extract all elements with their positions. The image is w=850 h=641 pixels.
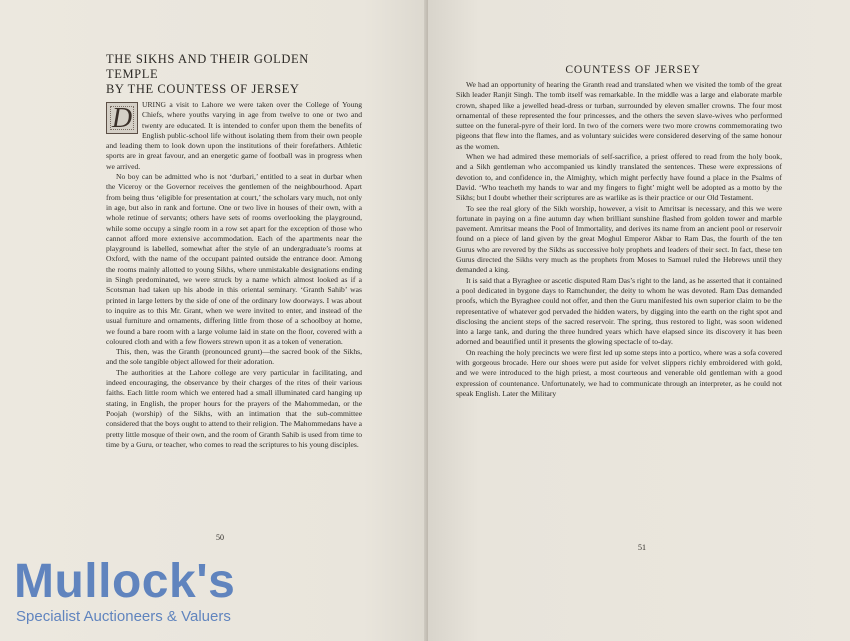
- watermark-logo-name: Mullock's: [14, 555, 236, 608]
- ornamental-dropcap-icon: D: [106, 102, 138, 134]
- article-title-line-2: TEMPLE: [106, 67, 159, 81]
- paragraph: On reaching the holy precincts we were first led up some steps into a portico, where was a sofa covered with gorgeous brocade. Here our shoes were put aside for velvet slippers richly embroidered with gold, and we were introduced to the high priest, a most courteous and venerable old gentleman with a good expression of countenance. Unfortunately, we had to communicate through an interpreter, as he could not speak English. Later the Military: [456, 347, 782, 398]
- watermark-tagline: Specialist Auctioneers & Valuers: [16, 608, 231, 625]
- paragraph: D URING a visit to Lahore we were taken over the College of Young Chiefs, where youths varying in age from twelve to one or two and twenty are educated. It is intended to confer upon them the benefits of English public-school life without isolating them from their own people and leading them to look down upon the institutions of their forefathers. Athletic sports are in great favour, and an energetic game of football was in progress when we arrived.: [106, 100, 362, 171]
- paragraph: To see the real glory of the Sikh worship, however, a visit to Amritsar is necessary, and this we were fortunate in paying on a fine autumn day when brilliant sunshine flashed from golden tower and marble pavement. Amritsar means the Pool of Immortality, and derives its name from an ancient pool or reservoir found on a piece of land given by the great Moghul Emperor Akbar to Ram Das, the fourth of the ten Gurus who are revered by the Sikhs as successive holy prophets and leaders of their sect. In fact, these ten Gurus directed the Sikhs very much as the prophets from Moses to Samuel ruled the Hebrews until they demanded a king.: [456, 203, 782, 275]
- paragraph: The authorities at the Lahore college are very particular in facilitating, and indeed encouraging, the observance by their charges of the rites of their various faiths. Each little room which we entered had a small illuminated card hanging up stating, in English, the proper hours for the prayers of the Mahommedan, or the Poojah (worship) of the Sikhs, with an intimation that the sub-committee considered that the boys ought to attend to their religion. The Mahommedans have a pretty little mosque of their own, and the room of Granth Sahib is used from time to time by a Guru, or teacher, who comes to read the scriptures to his young disciples.: [106, 367, 362, 449]
- paragraph: This, then, was the Granth (pronounced grunt)—the sacred book of the Sikhs, and the sole tangible object allowed for their adoration.: [106, 347, 362, 367]
- running-head: COUNTESS OF JERSEY: [565, 64, 701, 76]
- paragraph: No boy can be admitted who is not ‘durbari,’ entitled to a seat in durbar when the Viceroy or the Governor receives the gentlemen of the neighbourhood. Apart from being thus ‘eligible for presentation at court,’ the scholars vary much, not only in age, but also in rank and fortune. One or two live in houses of their own, with a whole retinue of servants; others have sets of rooms overlooking the playground, while some occupy a single room in a row set apart for the exception of those who cannot afford more extensive accommodation. Each of the apartments near the playground is labelled, somewhat after the style of an undergraduate’s rooms at Oxford, with the name of the occupant painted outside the entrance door. Among the rooms mainly allotted to young Sikhs, where unmistakable designations ending in Singh predominated, we were struck by a name which almost looked as if a Scotsman had taken up his abode in this oriental seminary. ‘Granth Sahib’ was printed in large letters by the side of one of the ordinary low doorways. I was about to inquire as to this Mr. Grant, when we were invited to enter, and instead of the usual furniture and ornaments, differing little from those of a schoolboy at home, we found a bare room with a large volume laid in state on the floor, covered with a coloured cloth and with a few flowers strewn upon it as a token of veneration.: [106, 172, 362, 346]
- paragraph: When we had admired these memorials of self-sacrifice, a priest offered to read from the holy book, and a Sikh gentleman who accompanied us kindly translated the sentences. These were expressions of devotion to, and confidence in, the Almighty, which might perfectly have found a place in the Psalms of David. ‘Who teacheth my hands to war and my fingers to fight’ might well be adopted as a motto by the Sikhs; but I doubt whether their scriptures are as warlike as is their practice or our Old Testament.: [456, 152, 782, 203]
- article-title-line-1: THE SIKHS AND THEIR GOLDEN: [106, 52, 309, 66]
- paragraph: We had an opportunity of hearing the Granth read and translated when we visited the tomb of the great Sikh leader Ranjit Singh. The tomb itself was remarkable. In the middle was a large and elaborate marble crown, shaped like a jewelled head-dress or turban, surrounded by eleven smaller crowns. The four most ornamental of these represented the four princesses, and the others the seven slave-wives who performed suttee on the funeral-pyre of their lord. In two of the corners were two more crowns commemorating two pigeons that flew into the flames, and as voluntary suicides were considered deserving of the same honour as the women.: [456, 80, 782, 151]
- article-byline: BY THE COUNTESS OF JERSEY: [106, 82, 300, 96]
- paragraph: It is said that a Byraghee or ascetic disputed Ram Das’s right to the land, as he asserted that it contained a pool dedicated in bygone days to Ramchunder, the deity to whom he was devoted. Ram Das demanded proofs, which the Byraghee could not offer, and then the Guru manifested his own superior claim to be the representative of whatever god pervaded the hidden waters, by digging into the earth on the right spot and disclosing the ancient steps of the sacred reservoir. The spring, thus restored to light, was soon widened into a large tank, and during the three hundred years which have elapsed since its discovery it has been adorned and beautified until it presents the glowing spectacle of to-day.: [456, 275, 782, 347]
- auction-house-watermark: [14, 555, 284, 630]
- right-page: [428, 0, 850, 641]
- page-number: 50: [216, 533, 224, 542]
- article-title-block: [106, 52, 396, 97]
- page-number: 51: [638, 543, 646, 552]
- right-text-column: [456, 80, 782, 399]
- left-text-column: [106, 100, 362, 450]
